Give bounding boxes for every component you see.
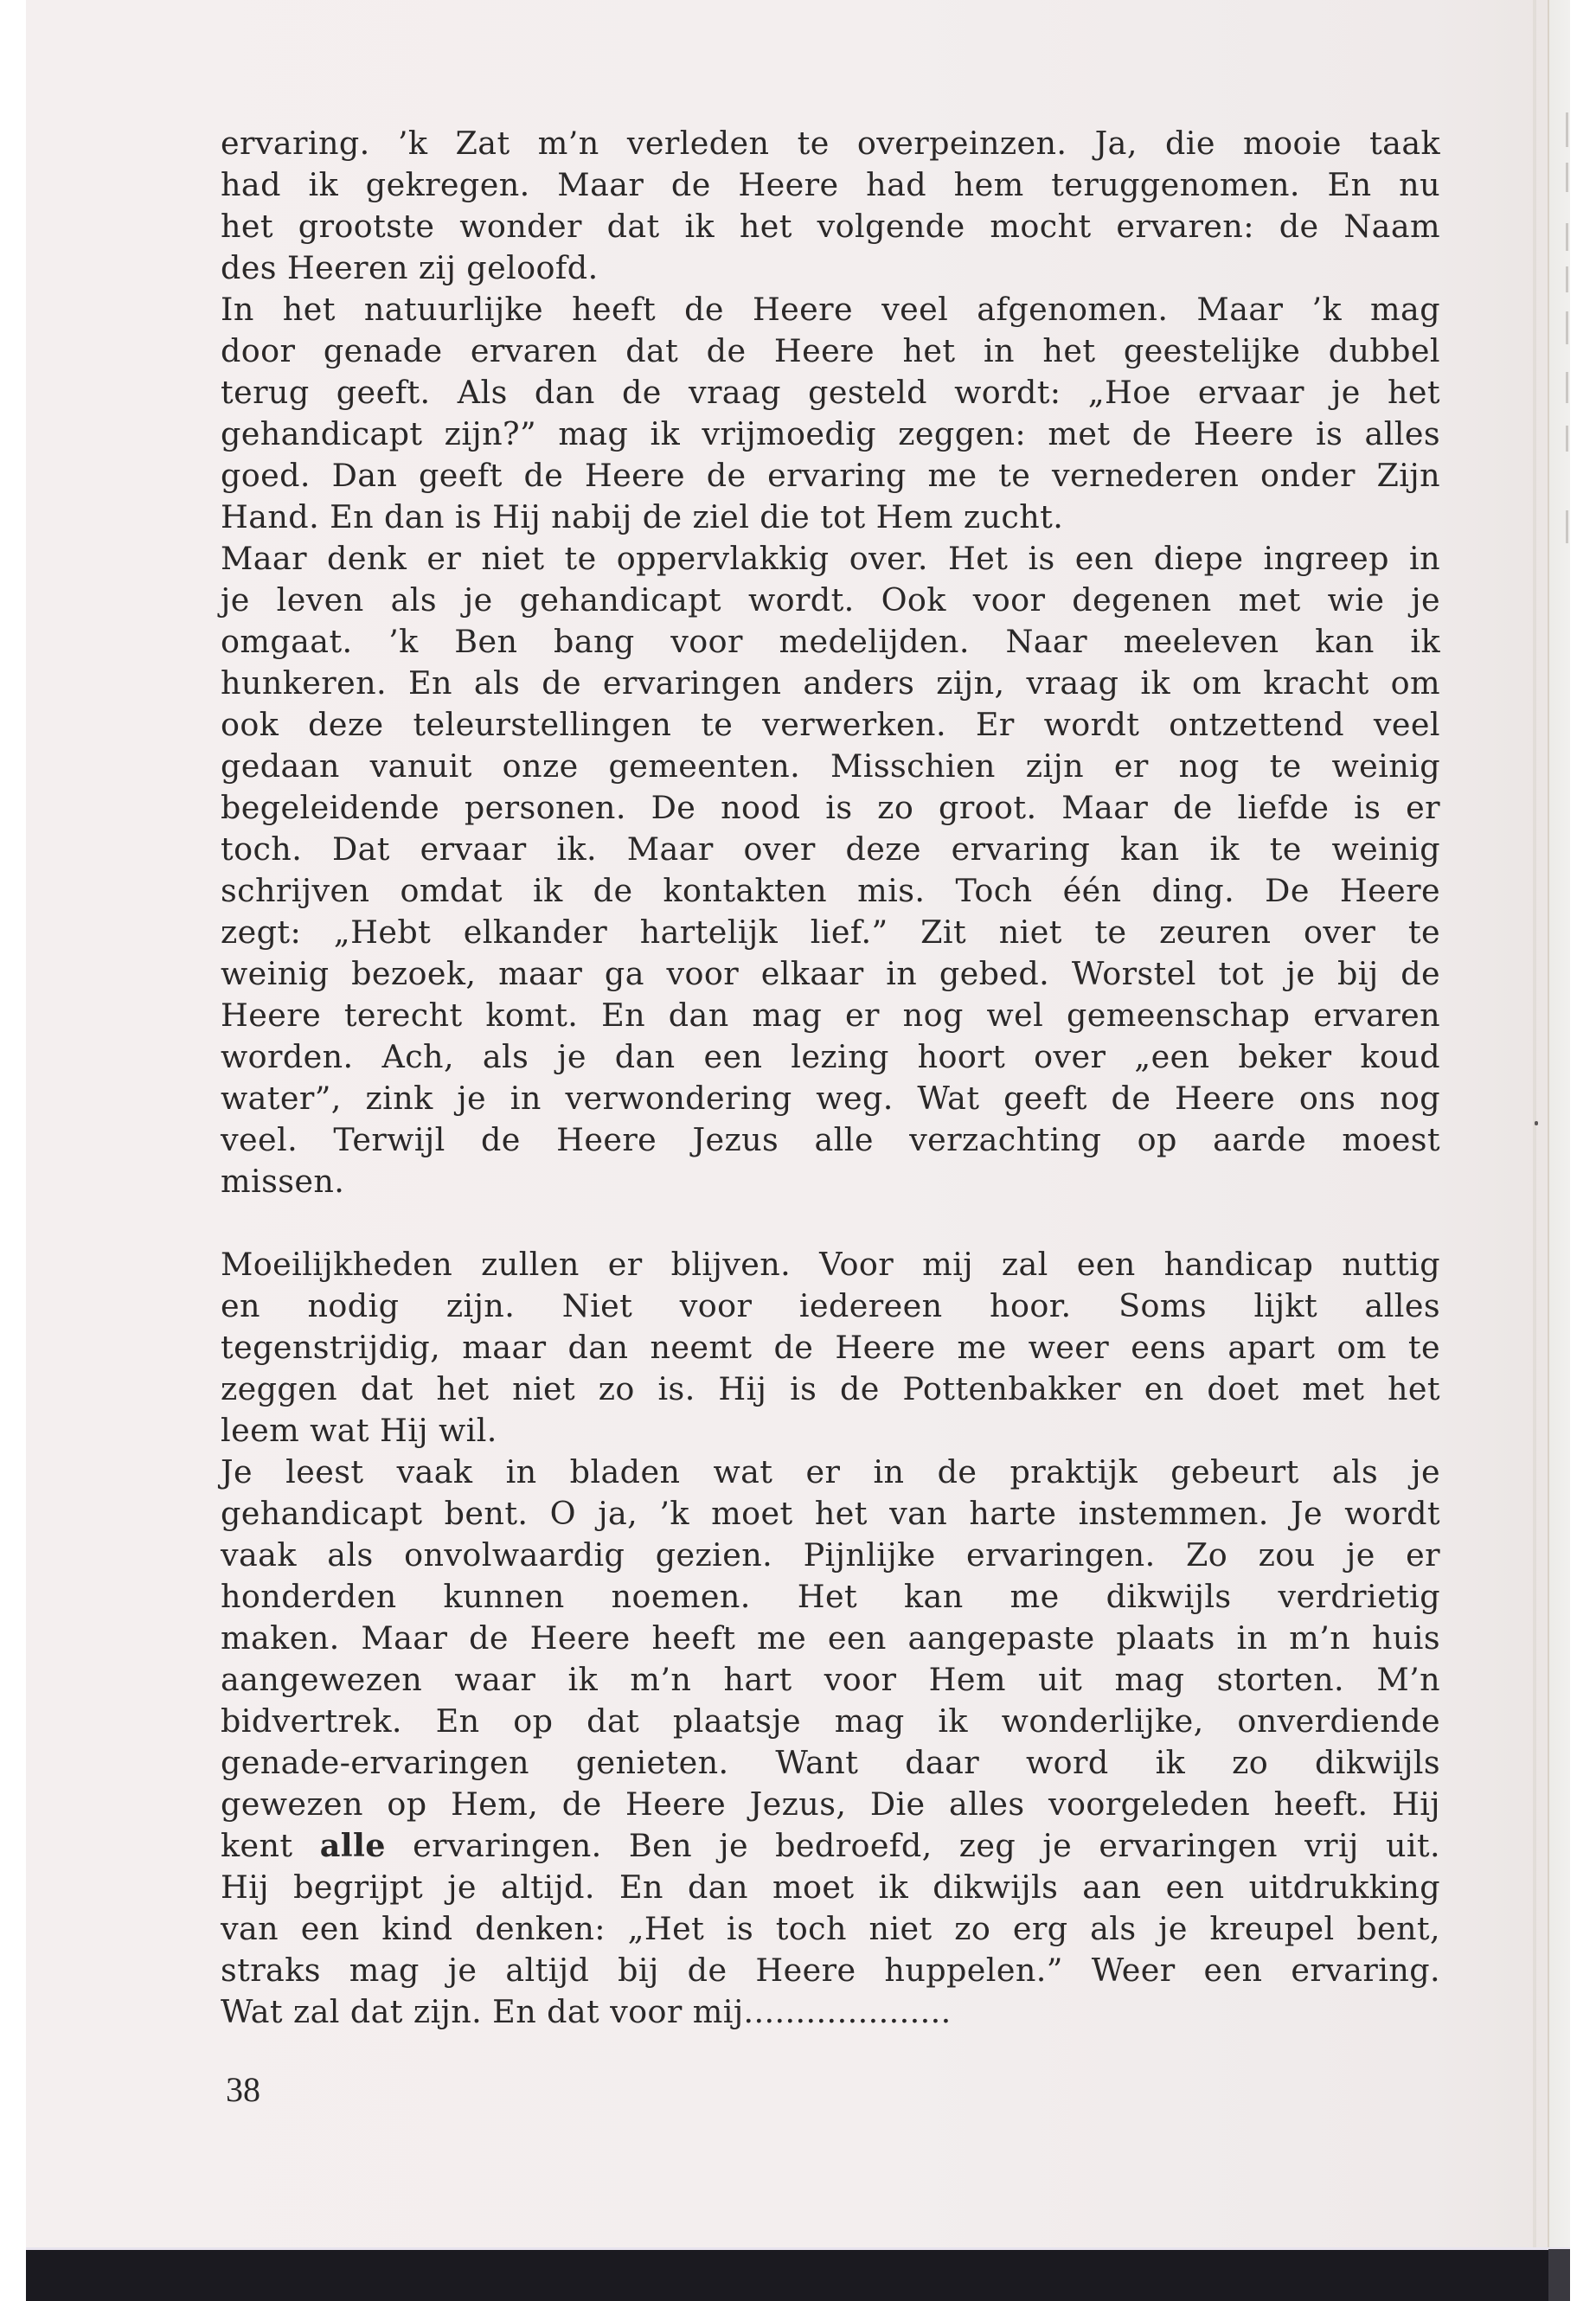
text-line: zegt: „Hebt elkander hartelijk lief.” Zit niet te zeuren over te — [221, 913, 1440, 951]
scanner-bottom-band — [26, 2247, 1570, 2301]
emphasized-word: alle — [319, 1827, 386, 1864]
text-line: hunkeren. En als de ervaringen anders zijn, vraag ik om kracht om — [221, 664, 1440, 702]
text-line: honderden kunnen noemen. Het kan me dikwijls verdrietig — [221, 1578, 1440, 1615]
scanner-bottom-band-edge — [1548, 2249, 1570, 2301]
text-line: omgaat. ’k Ben bang voor medelijden. Naar meeleven kan ik — [221, 623, 1440, 660]
text-line: ook deze teleurstellingen te verwerken. Er wordt ontzettend veel — [221, 706, 1440, 743]
text-line: gewezen op Hem, de Heere Jezus, Die alles voorgeleden heeft. Hij — [221, 1785, 1440, 1823]
text-line: zeggen dat het niet zo is. Hij is de Pottenbakker en doet met het — [221, 1370, 1440, 1407]
text-line: Maar denk er niet te oppervlakkig over. Het is een diepe ingreep in — [221, 540, 1440, 577]
text-line: genade-ervaringen genieten. Want daar word ik zo dikwijls — [221, 1744, 1440, 1781]
text-line: gedaan vanuit onze gemeenten. Misschien zijn er nog te weinig — [221, 747, 1440, 785]
text-line: van een kind denken: „Het is toch niet zo erg als je kreupel bent, — [221, 1910, 1440, 1947]
text-line: gehandicapt zijn?” mag ik vrijmoedig zeggen: met de Heere is alles — [221, 415, 1440, 452]
text-line: begeleidende personen. De nood is zo groot. Maar de liefde is er — [221, 789, 1440, 826]
text-line: water”, zink je in verwondering weg. Wat geeft de Heere ons nog — [221, 1080, 1440, 1117]
paper-speck — [1535, 1121, 1538, 1125]
text-line: leem wat Hij wil. — [221, 1412, 497, 1449]
text-line: weinig bezoek, maar ga voor elkaar in gebed. Worstel tot je bij de — [221, 955, 1440, 992]
text-line: Moeilijkheden zullen er blijven. Voor mij zal een handicap nuttig — [221, 1246, 1440, 1283]
text-line: schrijven omdat ik de kontakten mis. Toch één ding. De Heere — [221, 872, 1440, 909]
text-line: het grootste wonder dat ik het volgende mocht ervaren: de Naam — [221, 208, 1440, 245]
body-text-block-1 — [221, 123, 1440, 1202]
text-line: aangewezen waar ik m’n hart voor Hem uit mag storten. M’n — [221, 1661, 1440, 1698]
text-line: toch. Dat ervaar ik. Maar over deze ervaring kan ik te weinig — [221, 830, 1440, 868]
text-line: ervaring. ’k Zat m’n verleden te overpeinzen. Ja, die mooie taak — [221, 125, 1440, 162]
next-page-text-fragments — [1566, 112, 1573, 545]
text-line: Heere terecht komt. En dan mag er nog wel gemeenschap ervaren — [221, 997, 1440, 1034]
text-line: Hand. En dan is Hij nabij de ziel die tot Hem zucht. — [221, 498, 1064, 535]
text-line: missen. — [221, 1163, 345, 1200]
text-line: des Heeren zij geloofd. — [221, 249, 599, 286]
text-line: maken. Maar de Heere heeft me een aangepaste plaats in m’n huis — [221, 1619, 1440, 1657]
body-text-block-2 — [221, 1244, 1440, 2033]
text-line: gehandicapt bent. O ja, ’k moet het van harte instemmen. Je wordt — [221, 1495, 1440, 1532]
text-line: bidvertrek. En op dat plaatsje mag ik wonderlijke, onverdiende — [221, 1702, 1440, 1740]
text-line: Wat zal dat zijn. En dat voor mij.................... — [221, 1993, 952, 2030]
text-line — [221, 1825, 1440, 1867]
text-line: had ik gekregen. Maar de Heere had hem teruggenomen. En nu — [221, 166, 1440, 203]
text-line: worden. Ach, als je dan een lezing hoort over „een beker koud — [221, 1038, 1440, 1075]
text-segment: ervaringen. Ben je bedroefd, zeg je ervaringen vrij uit. — [385, 1827, 1440, 1864]
text-line: In het natuurlijke heeft de Heere veel afgenomen. Maar ’k mag — [221, 291, 1440, 328]
text-segment: kent — [221, 1827, 320, 1864]
text-line: vaak als onvolwaardig gezien. Pijnlijke ervaringen. Zo zou je er — [221, 1536, 1440, 1574]
text-line: goed. Dan geeft de Heere de ervaring me te vernederen onder Zijn — [221, 457, 1440, 494]
text-line: Hij begrijpt je altijd. En dan moet ik dikwijls aan een uitdrukking — [221, 1868, 1440, 1906]
text-line: Je leest vaak in bladen wat er in de praktijk gebeurt als je — [221, 1453, 1440, 1490]
text-line: veel. Terwijl de Heere Jezus alle verzachting op aarde moest — [221, 1121, 1440, 1158]
text-line: door genade ervaren dat de Heere het in het geestelijke dubbel — [221, 332, 1440, 369]
text-line: en nodig zijn. Niet voor iedereen hoor. Soms lijkt alles — [221, 1287, 1440, 1324]
text-line: tegenstrijdig, maar dan neemt de Heere me weer eens apart om te — [221, 1329, 1440, 1366]
text-line: straks mag je altijd bij de Heere huppelen.” Weer een ervaring. — [221, 1952, 1440, 1989]
text-line: je leven als je gehandicapt wordt. Ook voor degenen met wie je — [221, 581, 1440, 619]
page-number: 38 — [226, 2070, 260, 2109]
text-line: terug geeft. Als dan de vraag gesteld wordt: „Hoe ervaar je het — [221, 374, 1440, 411]
